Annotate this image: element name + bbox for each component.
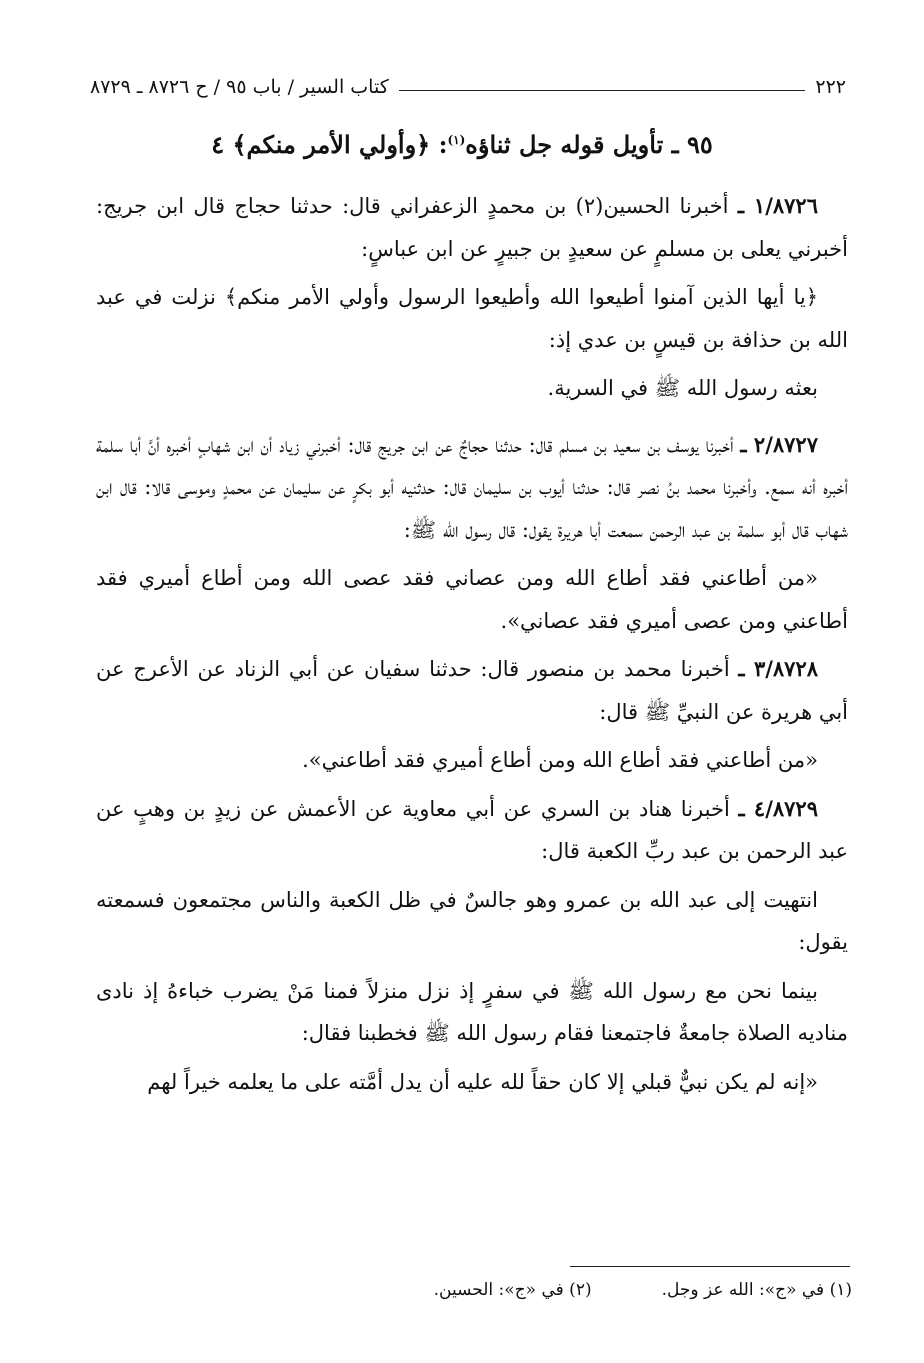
matn-paragraph [96, 1061, 848, 1104]
chapter-title [80, 130, 844, 159]
hadith-paragraph [96, 424, 848, 552]
hadith-number: ٤/٨٧٢٩ ـ [738, 795, 818, 821]
running-title: كتاب السير / باب ٩٥ / ح ٨٧٢٦ ـ ٨٧٢٩ [90, 76, 389, 98]
hadith-text: انتهيت إلى عبد الله بن عمرو وهو جالسٌ في ظل الكعبة والناس مجتمعون فسمعته يقول: [96, 887, 848, 954]
matn-paragraph [96, 557, 848, 642]
text-paragraph [96, 367, 848, 410]
page-number: ٢٢٢ [815, 76, 846, 98]
text-paragraph [96, 970, 848, 1055]
matn-paragraph [96, 739, 848, 782]
hadith-number: ١/٨٧٢٦ ـ [737, 193, 818, 218]
hadith-text: بعثه رسول الله ﷺ في السرية. [547, 376, 818, 400]
footnote-rule [570, 1266, 850, 1267]
verse-paragraph [96, 276, 848, 361]
hadith-text: «من أطاعني فقد أطاع الله ومن أطاع أميري فقد أطاعني». [302, 748, 818, 772]
hadith-text: أخبرنا هناد بن السري عن أبي معاوية عن الأعمش عن زيدٍ بن وهبٍ عن عبد الرحمن بن عبد ربِّ الكعبة قال: [96, 796, 848, 863]
running-head [90, 70, 846, 104]
footnote-2: (٢) في «ج»: الحسين. [433, 1280, 592, 1300]
header-rule [399, 90, 806, 91]
hadith-text: «من أطاعني فقد أطاع الله ومن عصاني فقد عصى الله ومن أطاع أميري فقد أطاعني ومن عصى أميري فقد عصاني». [96, 566, 848, 633]
hadith-number: ٣/٨٧٢٨ ـ [738, 656, 819, 681]
hadith-text: «إنه لم يكن نبيٌّ قبلي إلا كان حقاً لله عليه أن يدل أمَّته على ما يعلمه خيراً لهم [147, 1069, 818, 1094]
chapter-number: ٩٥ ـ [671, 130, 713, 159]
hadith-number: ٢/٨٧٢٧ ـ [740, 431, 818, 457]
chapter-heading: تأويل قوله جل ثناؤه [465, 130, 664, 159]
hadith-text: بينما نحن مع رسول الله ﷺ في سفرٍ إذ نزل منزلاً فمنا مَنْ يضرب خباءهُ إذ نادى مناديه الصلاة جامعةٌ فاجتمعنا فقام رسول الله ﷺ فخطبنا فقال: [96, 978, 848, 1045]
hadith-text: أخبرنا الحسين(٢) بن محمدٍ الزعفراني قال: حدثنا حجاج قال ابن جريج: أخبرني يعلى بن مسلمٍ عن سعيدٍ بن جبيرٍ عن ابن عباسٍ: [96, 194, 848, 261]
hadith-text: أخبرنا يوسف بن سعيد بن مسلم قال: حدثنا حجاجٌ عن ابن جريج قال: أخبرني زياد أن ابن شهابٍ أخبره أنَّ أبا سلمة أخبره أنه سمع. وأخبرنا محمد بنُ نصر قال: حدثنا أيوب بن سليمان قال: حدثنيه أبو بكرٍ عن سليمان عن محمدٍ وموسى قالا: قال ابن شهاب قال أبو سلمة بن عبد الرحمن سمعت أبا هريرة يقول: قال رسول الله ﷺ: [96, 432, 848, 542]
footnote-1: (١) في «ج»: الله عز وجل. [661, 1280, 852, 1300]
hadith-paragraph [96, 185, 848, 270]
text-paragraph [96, 879, 848, 964]
chapter-quote: : ﴿وأولي الأمر منكم﴾ ٤ [211, 130, 448, 159]
hadith-text: ﴿يا أيها الذين آمنوا أطيعوا الله وأطيعوا الرسول وأولي الأمر منكم﴾ نزلت في عبد الله بن حذافة بن قيسٍ بن عدي إذ: [96, 285, 848, 352]
hadith-text: أخبرنا محمد بن منصور قال: حدثنا سفيان عن أبي الزناد عن الأعرج عن أبي هريرة عن النبيِّ ﷺ قال: [96, 657, 848, 724]
footnote-ref: (١) [447, 133, 466, 147]
hadith-paragraph [96, 648, 848, 733]
main-text [96, 185, 848, 1109]
hadith-paragraph [96, 788, 848, 873]
footnotes [90, 1280, 852, 1300]
